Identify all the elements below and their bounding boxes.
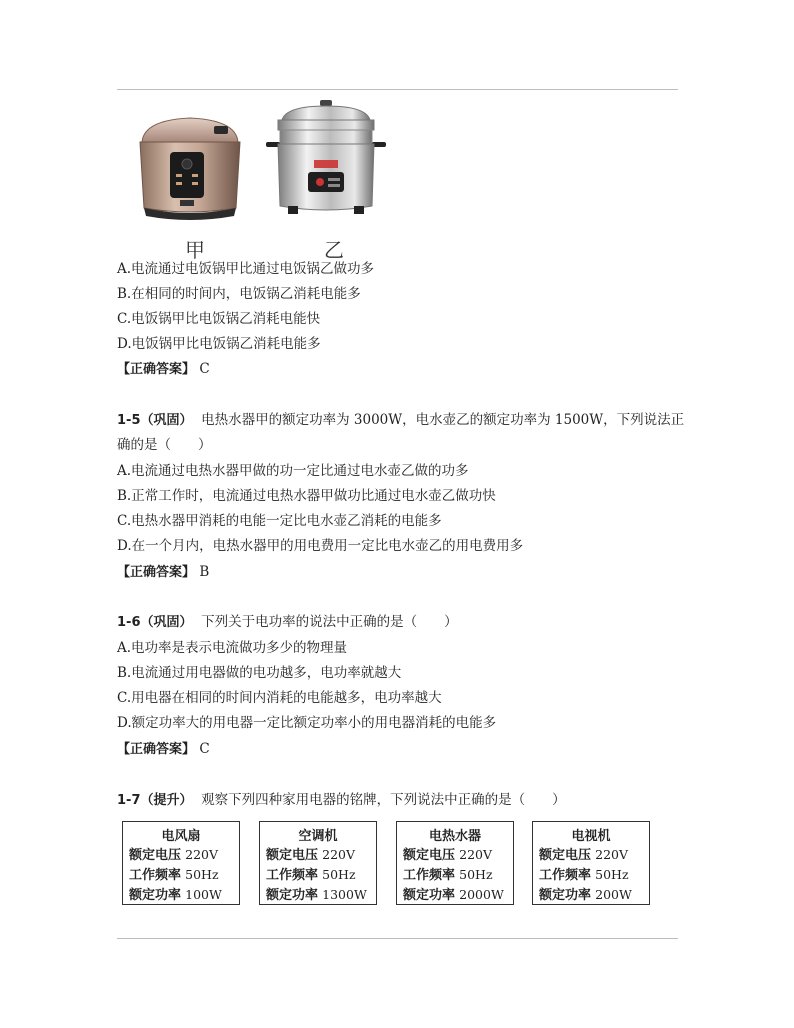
answer-tag: 【正确答案】 [117, 742, 196, 757]
plate-title: 电热水器 [428, 829, 481, 844]
plate-key: 工作频率 [129, 868, 182, 883]
nameplates [122, 821, 652, 905]
question-number: 1-7（提升） [117, 793, 193, 808]
q5-option-d: D.在一个月内，电热水器甲的用电费用一定比电水壶乙的用电费用多 [117, 538, 524, 554]
plate-value: 50Hz [185, 867, 219, 882]
plate-value: 50Hz [459, 867, 493, 882]
cooker-a-label: 甲 [185, 238, 205, 262]
plate-voltage-row [260, 845, 376, 865]
nameplate-air-conditioner [259, 821, 377, 905]
plate-power-row [533, 885, 649, 905]
plate-value: 1300W [322, 887, 367, 902]
plate-value: 220V [595, 847, 629, 862]
q6-stem-line [117, 613, 458, 632]
plate-value: 100W [185, 887, 222, 902]
plate-key: 额定功率 [403, 888, 456, 903]
q4-option-b: B.在相同的时间内，电饭锅乙消耗电能多 [117, 286, 361, 302]
plate-title: 电视机 [571, 829, 611, 844]
plate-value: 200W [595, 887, 632, 902]
q6-option-c: C.用电器在相同的时间内消耗的电能越多，电功率越大 [117, 690, 442, 706]
plate-key: 额定电压 [403, 848, 456, 863]
q6-answer-line [117, 740, 210, 759]
nameplate-water-heater [396, 821, 514, 905]
top-rule [117, 89, 678, 90]
answer-value: C [199, 361, 210, 377]
plate-key: 额定电压 [266, 848, 319, 863]
question-number: 1-5（巩固） [117, 413, 193, 428]
plate-voltage-row [123, 845, 239, 865]
plate-power-row [123, 885, 239, 905]
q7-stem-line [117, 791, 566, 810]
q5-answer-line [117, 563, 209, 582]
nameplate-tv [532, 821, 650, 905]
question-stem: 下列关于电功率的说法中正确的是（ ） [201, 614, 458, 630]
answer-value: C [199, 741, 210, 757]
plate-key: 工作频率 [539, 868, 592, 883]
plate-key: 额定功率 [539, 888, 592, 903]
q6-option-d: D.额定功率大的用电器一定比额定功率小的用电器消耗的电能多 [117, 715, 497, 731]
plate-power-row [260, 885, 376, 905]
q5-option-a: A.电流通过电热水器甲做的功一定比通过电水壶乙做的功多 [117, 463, 469, 479]
q4-option-c: C.电饭锅甲比电饭锅乙消耗电能快 [117, 311, 321, 327]
plate-key: 额定功率 [129, 888, 182, 903]
plate-key: 额定电压 [129, 848, 182, 863]
q4-answer-line [117, 360, 210, 379]
plate-title: 电风扇 [161, 829, 201, 844]
plate-freq-row [397, 865, 513, 885]
answer-tag: 【正确答案】 [117, 362, 196, 377]
plate-freq-row [260, 865, 376, 885]
plate-value: 50Hz [595, 867, 629, 882]
rice-cooker-b-image [264, 98, 388, 222]
rice-cooker-a-image [134, 112, 246, 224]
plate-key: 工作频率 [403, 868, 456, 883]
answer-tag: 【正确答案】 [117, 565, 196, 580]
plate-value: 220V [459, 847, 493, 862]
plate-value: 2000W [459, 887, 504, 902]
plate-voltage-row [533, 845, 649, 865]
plate-value: 220V [322, 847, 356, 862]
question-stem: 电热水器甲的额定功率为 3000W，电水壶乙的额定功率为 1500W，下列说法正 [201, 412, 685, 428]
plate-value: 220V [185, 847, 219, 862]
q5-stem-line2: 确的是（ ） [117, 437, 212, 453]
plate-freq-row [123, 865, 239, 885]
plate-power-row [397, 885, 513, 905]
q5-option-b: B.正常工作时，电流通过电热水器甲做功比通过电水壶乙做功快 [117, 488, 496, 504]
plate-key: 工作频率 [266, 868, 319, 883]
plate-key: 额定电压 [539, 848, 592, 863]
q5-stem-line1 [117, 411, 684, 430]
plate-key: 额定功率 [266, 888, 319, 903]
q4-option-a: A.电流通过电饭锅甲比通过电饭锅乙做功多 [117, 261, 375, 277]
question-number: 1-6（巩固） [117, 615, 193, 630]
q5-option-c: C.电热水器甲消耗的电能一定比电水壶乙消耗的电能多 [117, 513, 442, 529]
plate-freq-row [533, 865, 649, 885]
plate-value: 50Hz [322, 867, 356, 882]
answer-value: B [199, 564, 210, 580]
nameplate-fan [122, 821, 240, 905]
plate-voltage-row [397, 845, 513, 865]
q4-option-d: D.电饭锅甲比电饭锅乙消耗电能多 [117, 336, 321, 352]
question-stem: 观察下列四种家用电器的铭牌，下列说法中正确的是（ ） [201, 792, 566, 808]
q6-option-a: A.电功率是表示电流做功多少的物理量 [117, 640, 348, 656]
bottom-rule [117, 938, 678, 939]
cooker-b-label: 乙 [324, 238, 344, 262]
q6-option-b: B.电流通过用电器做的电功越多，电功率就越大 [117, 665, 402, 681]
plate-title: 空调机 [298, 829, 338, 844]
